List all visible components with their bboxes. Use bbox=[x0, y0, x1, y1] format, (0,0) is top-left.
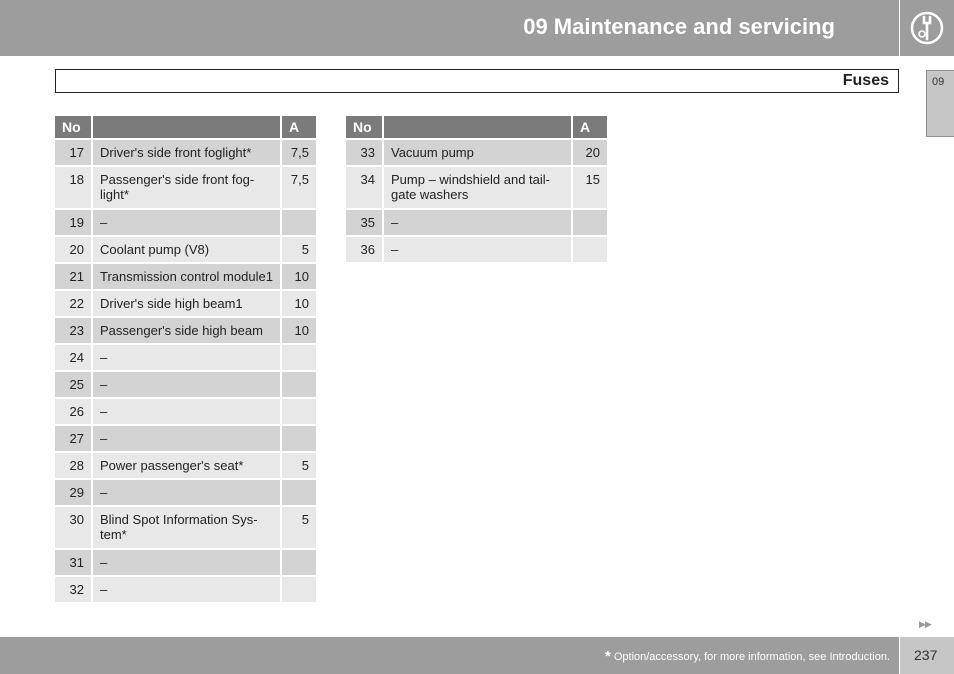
fuse-amperage bbox=[282, 399, 316, 424]
header-description bbox=[384, 116, 571, 138]
table-row bbox=[55, 291, 316, 316]
fuse-amperage: 5 bbox=[282, 237, 316, 262]
table-row bbox=[55, 210, 316, 235]
table-row bbox=[55, 318, 316, 343]
fuse-description: Vacuum pump bbox=[384, 140, 571, 165]
fuse-number: 32 bbox=[55, 577, 91, 602]
fuse-number: 27 bbox=[55, 426, 91, 451]
table-row bbox=[55, 453, 316, 478]
fuse-amperage: 20 bbox=[573, 140, 607, 165]
fuse-description: Passenger's side front fog- light* bbox=[93, 167, 280, 208]
fuse-description: – bbox=[93, 345, 280, 370]
fuse-number: 30 bbox=[55, 507, 91, 548]
fuse-description: – bbox=[93, 399, 280, 424]
fuse-table-right bbox=[344, 114, 609, 264]
fuse-amperage bbox=[282, 210, 316, 235]
fuse-amperage bbox=[573, 210, 607, 235]
fuse-table-left bbox=[53, 114, 318, 604]
fuse-number: 29 bbox=[55, 480, 91, 505]
table-row bbox=[55, 507, 316, 548]
fuse-description: – bbox=[384, 237, 571, 262]
footnote-text: Option/accessory, for more information, see Introduction. bbox=[613, 651, 890, 663]
fuse-amperage bbox=[282, 550, 316, 575]
header-amp: A bbox=[573, 116, 607, 138]
fuse-description: Pump – windshield and tail- gate washers bbox=[384, 167, 571, 208]
header-amp: A bbox=[282, 116, 316, 138]
wrench-gear-icon bbox=[909, 10, 945, 46]
table-row bbox=[55, 426, 316, 451]
chapter-header bbox=[0, 0, 899, 56]
footnote-star: * bbox=[605, 648, 611, 665]
table-row bbox=[346, 167, 607, 208]
header-icon-box bbox=[900, 0, 954, 56]
table-row bbox=[55, 372, 316, 397]
fuse-amperage bbox=[282, 372, 316, 397]
fuse-number: 28 bbox=[55, 453, 91, 478]
fuse-number: 19 bbox=[55, 210, 91, 235]
next-page-arrows-icon[interactable]: ▶▶ bbox=[919, 619, 931, 629]
fuse-description: – bbox=[384, 210, 571, 235]
fuse-description: – bbox=[93, 550, 280, 575]
page-number: 237 bbox=[914, 647, 938, 663]
table-row bbox=[55, 399, 316, 424]
fuse-number: 21 bbox=[55, 264, 91, 289]
fuse-description: – bbox=[93, 210, 280, 235]
fuse-amperage: 10 bbox=[282, 264, 316, 289]
fuse-description: Driver's side high beam1 bbox=[93, 291, 280, 316]
fuse-number: 24 bbox=[55, 345, 91, 370]
fuse-number: 34 bbox=[346, 167, 382, 208]
table-row bbox=[55, 264, 316, 289]
table-row bbox=[55, 577, 316, 602]
fuse-number: 17 bbox=[55, 140, 91, 165]
fuse-description: – bbox=[93, 426, 280, 451]
fuse-amperage: 7,5 bbox=[282, 167, 316, 208]
header-no: No bbox=[55, 116, 91, 138]
fuse-number: 26 bbox=[55, 399, 91, 424]
fuse-amperage: 15 bbox=[573, 167, 607, 208]
fuse-description: Transmission control module1 bbox=[93, 264, 280, 289]
fuse-number: 22 bbox=[55, 291, 91, 316]
fuse-amperage: 7,5 bbox=[282, 140, 316, 165]
fuse-number: 25 bbox=[55, 372, 91, 397]
chapter-tab[interactable] bbox=[926, 70, 954, 137]
fuse-number: 36 bbox=[346, 237, 382, 262]
table-row bbox=[346, 237, 607, 262]
fuse-description: Blind Spot Information Sys- tem* bbox=[93, 507, 280, 548]
table-row bbox=[55, 167, 316, 208]
chapter-tab-label: 09 bbox=[932, 76, 945, 88]
fuse-amperage bbox=[282, 345, 316, 370]
fuse-number: 35 bbox=[346, 210, 382, 235]
fuse-amperage bbox=[573, 237, 607, 262]
fuse-amperage: 5 bbox=[282, 507, 316, 548]
fuse-description: Passenger's side high beam bbox=[93, 318, 280, 343]
table-row bbox=[346, 210, 607, 235]
fuse-description: – bbox=[93, 372, 280, 397]
fuse-number: 20 bbox=[55, 237, 91, 262]
fuse-description: Power passenger's seat* bbox=[93, 453, 280, 478]
table-row bbox=[55, 550, 316, 575]
fuse-description: – bbox=[93, 577, 280, 602]
fuse-amperage: 10 bbox=[282, 318, 316, 343]
header-no: No bbox=[346, 116, 382, 138]
table-row bbox=[55, 140, 316, 165]
fuse-number: 18 bbox=[55, 167, 91, 208]
table-row bbox=[346, 140, 607, 165]
footnote bbox=[605, 648, 890, 665]
fuse-amperage bbox=[282, 480, 316, 505]
table-row bbox=[55, 237, 316, 262]
fuse-number: 31 bbox=[55, 550, 91, 575]
header-description bbox=[93, 116, 280, 138]
table-row bbox=[55, 345, 316, 370]
section-title-bar bbox=[55, 69, 899, 93]
fuse-amperage bbox=[282, 577, 316, 602]
fuse-number: 23 bbox=[55, 318, 91, 343]
fuse-description: Coolant pump (V8) bbox=[93, 237, 280, 262]
table-header-row bbox=[55, 116, 316, 138]
fuse-amperage: 10 bbox=[282, 291, 316, 316]
fuse-number: 33 bbox=[346, 140, 382, 165]
table-header-row bbox=[346, 116, 607, 138]
chapter-title: 09 Maintenance and servicing bbox=[523, 14, 835, 39]
page-footer bbox=[0, 637, 899, 674]
fuse-amperage bbox=[282, 426, 316, 451]
fuse-amperage: 5 bbox=[282, 453, 316, 478]
page-number-box bbox=[900, 637, 954, 674]
fuse-description: Driver's side front foglight* bbox=[93, 140, 280, 165]
fuse-description: – bbox=[93, 480, 280, 505]
section-title: Fuses bbox=[842, 72, 889, 89]
table-row bbox=[55, 480, 316, 505]
